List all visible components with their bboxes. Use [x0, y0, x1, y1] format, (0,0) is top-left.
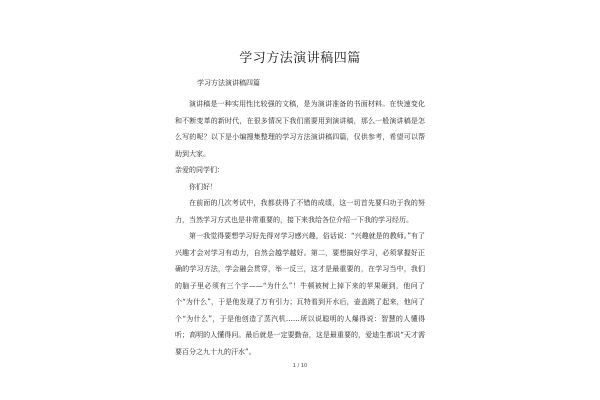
paragraph-experience: 在前面的几次考试中，我都获得了不错的成绩，这一切首先要归功于我的努力，当然学习方式也是非常重要的，接下来我给各位介绍一下我的学习经历。 — [175, 199, 425, 224]
paragraph-method: 第一我觉得要想学习好先得对学习感兴趣，俗话说：“兴趣就是的教师。”有了兴趣才会对学习有动力，自然会越学越好。第二，要想搞好学习，必须掌握好正确的学习方法，学会融会贯穿，举一反三，这才是最重要的，在学习当中，我们的脑子里必须有三个字——“为什么”！牛顿被树上掉下来的苹果砸到，他问了个“为什么”，于是他发现了万有引力；瓦特看到开水后，壶盖跳了起来，他问了个“为什么”，于是他创造了蒸汽机……所以说聪明的人爆得说：智慧的人懂得听；高明的人懂得问。最后就是一定要勤奋，这是最重要的，爱迪生都说“天才需要百分之九十九的汗水”。 — [175, 232, 425, 356]
document-body — [175, 96, 425, 360]
document-title: 学习方法演讲稿四篇 — [239, 51, 361, 66]
paragraph-intro: 演讲稿是一种实用性比较强的文稿，是为演讲准备的书面材料。在快速变化和不断变革的新时代，在很多情况下我们需要用到演讲稿，那么一般演讲稿是怎么写的呢？以下是小编搜集整理的学习方法演讲稿四篇，仅供参考，希望可以帮助到大家。 — [175, 100, 425, 158]
paragraph-hello: 你们好！ — [189, 182, 217, 191]
page-number: 1 / 10 — [292, 363, 308, 369]
paragraph-greeting: 亲爱的同学们： — [175, 166, 224, 174]
document-subtitle: 学习方法演讲稿四篇 — [197, 79, 260, 87]
